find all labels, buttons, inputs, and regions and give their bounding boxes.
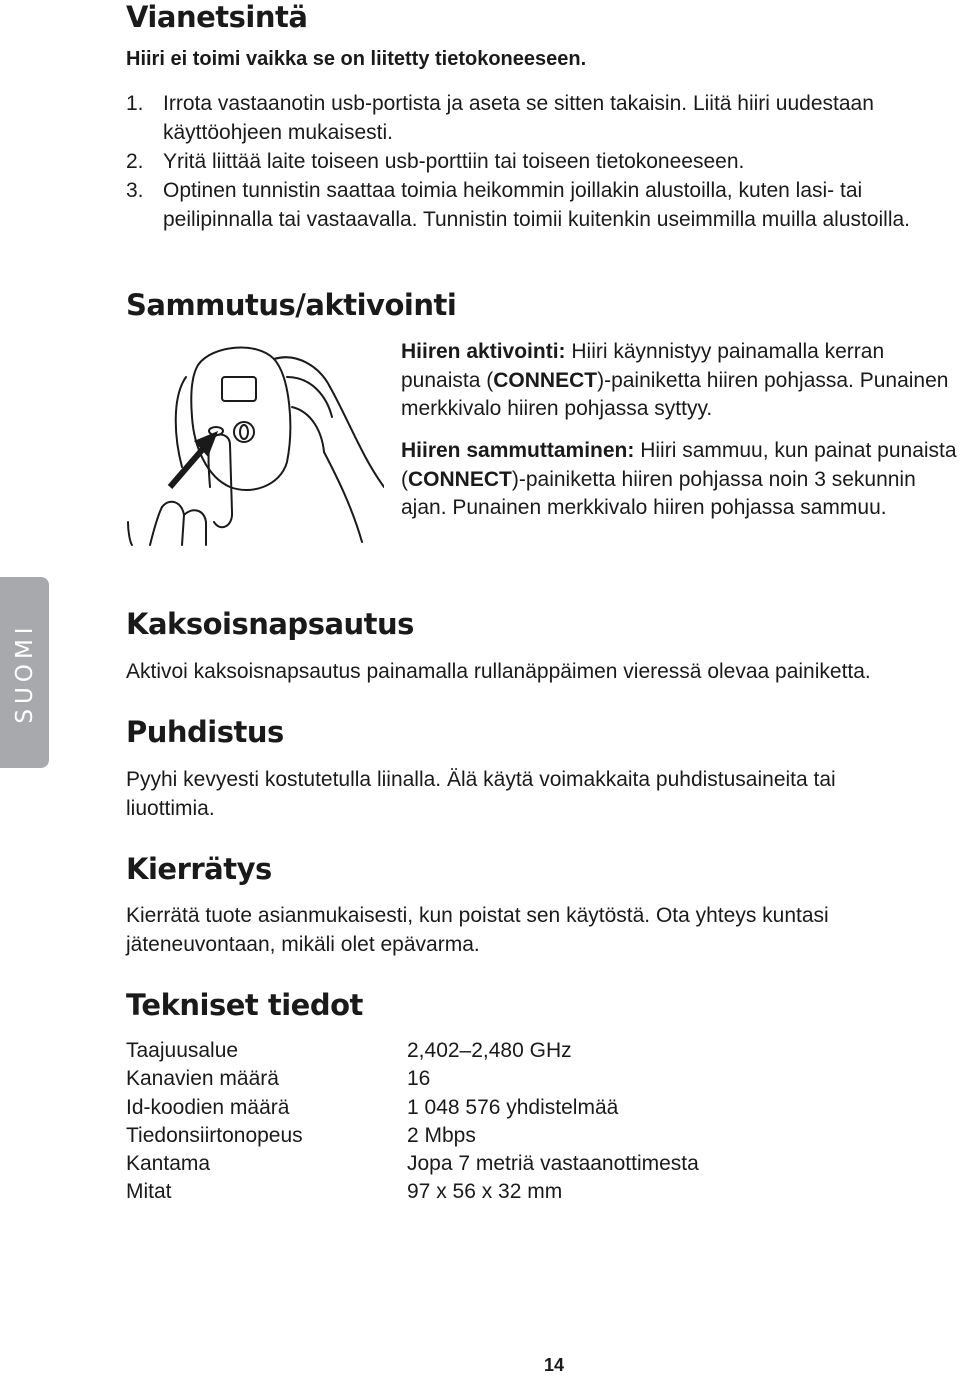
connect-button-name: CONNECT [408,467,512,491]
language-tab-label: SUOMI [11,621,38,724]
table-row: Id-koodien määrä 1 048 576 yhdistelmää [126,1095,619,1119]
activation-label: Hiiren aktivointi: [401,340,566,363]
table-row: Tiedonsiirtonopeus 2 Mbps [126,1123,476,1147]
shutdown-text: Hiiren sammuttaminen: Hiiri sammuu, kun painat punaista (CONNECT)-painiketta hiiren pohjassa noin 3 sekunnin ajan. Punainen merkkivalo hiiren pohjassa sammuu. [401,439,957,519]
cleaning-text: Pyyhi kevyesti kostutetulla liinalla. Älä käytä voimakkaita puhdistusaineita tai liuottimia. [126,768,836,820]
heading-troubleshooting: Vianetsintä [126,0,308,34]
language-tab [0,577,49,768]
troubleshooting-steps [126,89,956,234]
shutdown-label: Hiiren sammuttaminen: [401,439,635,462]
step-number: 3. [126,179,144,202]
table-row: Kantama Jopa 7 metriä vastaanottimesta [126,1152,699,1176]
troubleshooting-subtitle: Hiiri ei toimi vaikka se on liitetty tietokoneeseen. [126,48,587,70]
heading-recycling: Kierrätys [126,852,272,886]
specs-table [126,1039,699,1209]
table-row: Kanavien määrä 16 [126,1067,431,1091]
double-click-text: Aktivoi kaksoisnapsautus painamalla rullanäppäimen vieressä olevaa painiketta. [126,660,871,683]
heading-on-off: Sammutus/aktivointi [126,288,457,322]
recycling-text: Kierrätä tuote asianmukaisesti, kun poistat sen käytöstä. Ota yhteys kuntasi jäteneuvontaan, mikäli olet epävarma. [126,904,829,956]
list-item [126,89,956,147]
step-text: Optinen tunnistin saattaa toimia heikommin joillakin alustoilla, kuten lasi- tai peilipinnalla tai vastaavalla. Tunnistin toimii kuitenkin useimmilla muilla alustoilla. [163,179,911,231]
list-item [126,147,956,176]
step-text: Irrota vastaanotin usb-portista ja aseta se sitten takaisin. Liitä hiiri uudestaan käyttöohjeen mukaisesti. [163,92,874,144]
step-number: 1. [126,92,144,115]
mouse-hand-illustration [122,337,384,547]
activation-text: Hiiren aktivointi: Hiiri käynnistyy painamalla kerran punaista (CONNECT)-painiketta hiiren pohjassa. Punainen merkkivalo hiiren pohjassa syttyy. [401,340,949,420]
connect-button-name: CONNECT [493,368,598,392]
table-row: Mitat 97 x 56 x 32 mm [126,1180,563,1204]
step-number: 2. [126,150,144,173]
heading-specs: Tekniset tiedot [126,988,363,1022]
page-number: 14 [543,1355,565,1375]
heading-cleaning: Puhdistus [126,715,284,749]
table-row: Taajuusalue 2,402–2,480 GHz [126,1039,572,1062]
step-text: Yritä liittää laite toiseen usb-porttiin tai toiseen tietokoneeseen. [163,150,745,173]
list-item [126,176,956,234]
heading-double-click: Kaksoisnapsautus [126,607,414,641]
